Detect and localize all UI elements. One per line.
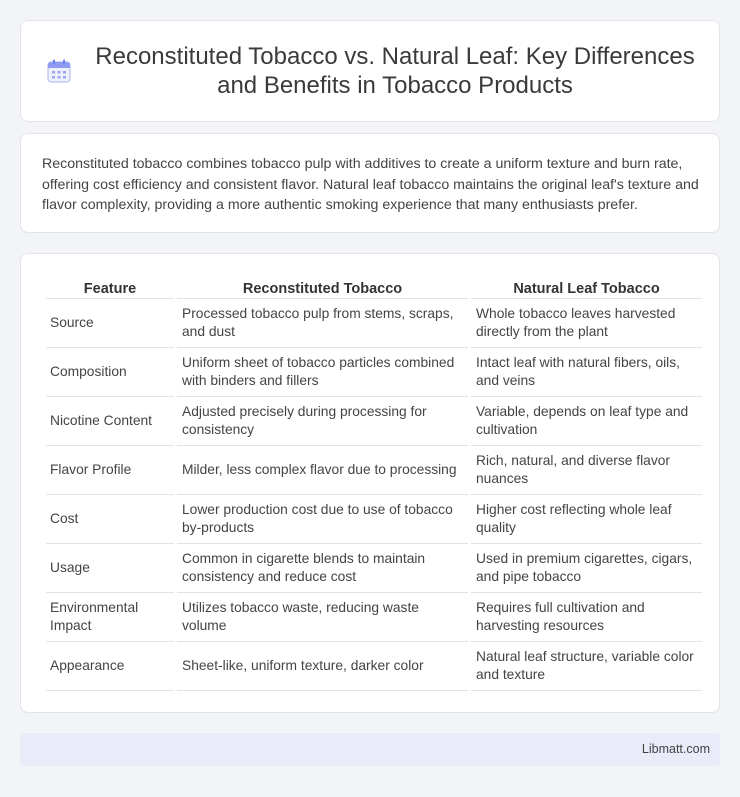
feature-cell: Flavor Profile bbox=[46, 446, 174, 495]
footer-site-link[interactable]: Libmatt.com bbox=[641, 742, 710, 756]
natural-leaf-cell: Variable, depends on leaf type and cultivation bbox=[471, 397, 702, 446]
natural-leaf-cell: Natural leaf structure, variable color and texture bbox=[471, 642, 702, 691]
calendar-icon bbox=[45, 57, 73, 85]
intro-card bbox=[20, 133, 720, 233]
comparison-table bbox=[43, 270, 705, 691]
reconstituted-cell: Processed tobacco pulp from stems, scraps, and dust bbox=[177, 299, 468, 348]
natural-leaf-cell: Intact leaf with natural fibers, oils, and veins bbox=[471, 348, 702, 397]
footer bbox=[20, 733, 720, 766]
table-row bbox=[46, 446, 702, 495]
reconstituted-cell: Milder, less complex flavor due to processing bbox=[177, 446, 468, 495]
table-row bbox=[46, 495, 702, 544]
reconstituted-cell: Sheet-like, uniform texture, darker color bbox=[177, 642, 468, 691]
feature-cell: Composition bbox=[46, 348, 174, 397]
column-header-feature: Feature bbox=[46, 270, 174, 299]
intro-text: Reconstituted tobacco combines tobacco pulp with additives to create a uniform texture and burn rate, offering cost efficiency and consistent flavor. Natural leaf tobacco maintains the original leaf's texture and flavor complexity, providing a more authentic smoking experience that many enthusiasts prefer. bbox=[42, 156, 699, 213]
table-header-row bbox=[46, 270, 702, 299]
page-title: Reconstituted Tobacco vs. Natural Leaf: Key Differences and Benefits in Tobacco Products bbox=[95, 43, 695, 99]
reconstituted-cell: Common in cigarette blends to maintain consistency and reduce cost bbox=[177, 544, 468, 593]
table-row bbox=[46, 593, 702, 642]
table-row bbox=[46, 544, 702, 593]
table-row bbox=[46, 642, 702, 691]
header-card bbox=[20, 20, 720, 122]
feature-cell: Environmental Impact bbox=[46, 593, 174, 642]
table-row bbox=[46, 348, 702, 397]
column-header-reconstituted: Reconstituted Tobacco bbox=[177, 270, 468, 299]
feature-cell: Source bbox=[46, 299, 174, 348]
table-row bbox=[46, 397, 702, 446]
feature-cell: Cost bbox=[46, 495, 174, 544]
feature-cell: Appearance bbox=[46, 642, 174, 691]
table-row bbox=[46, 299, 702, 348]
natural-leaf-cell: Higher cost reflecting whole leaf quality bbox=[471, 495, 702, 544]
reconstituted-cell: Lower production cost due to use of tobacco by-products bbox=[177, 495, 468, 544]
reconstituted-cell: Utilizes tobacco waste, reducing waste volume bbox=[177, 593, 468, 642]
reconstituted-cell: Uniform sheet of tobacco particles combined with binders and fillers bbox=[177, 348, 468, 397]
column-header-natural-leaf: Natural Leaf Tobacco bbox=[471, 270, 702, 299]
natural-leaf-cell: Used in premium cigarettes, cigars, and pipe tobacco bbox=[471, 544, 702, 593]
feature-cell: Nicotine Content bbox=[46, 397, 174, 446]
feature-cell: Usage bbox=[46, 544, 174, 593]
comparison-table-card bbox=[20, 253, 720, 713]
reconstituted-cell: Adjusted precisely during processing for consistency bbox=[177, 397, 468, 446]
natural-leaf-cell: Requires full cultivation and harvesting resources bbox=[471, 593, 702, 642]
natural-leaf-cell: Whole tobacco leaves harvested directly from the plant bbox=[471, 299, 702, 348]
natural-leaf-cell: Rich, natural, and diverse flavor nuances bbox=[471, 446, 702, 495]
